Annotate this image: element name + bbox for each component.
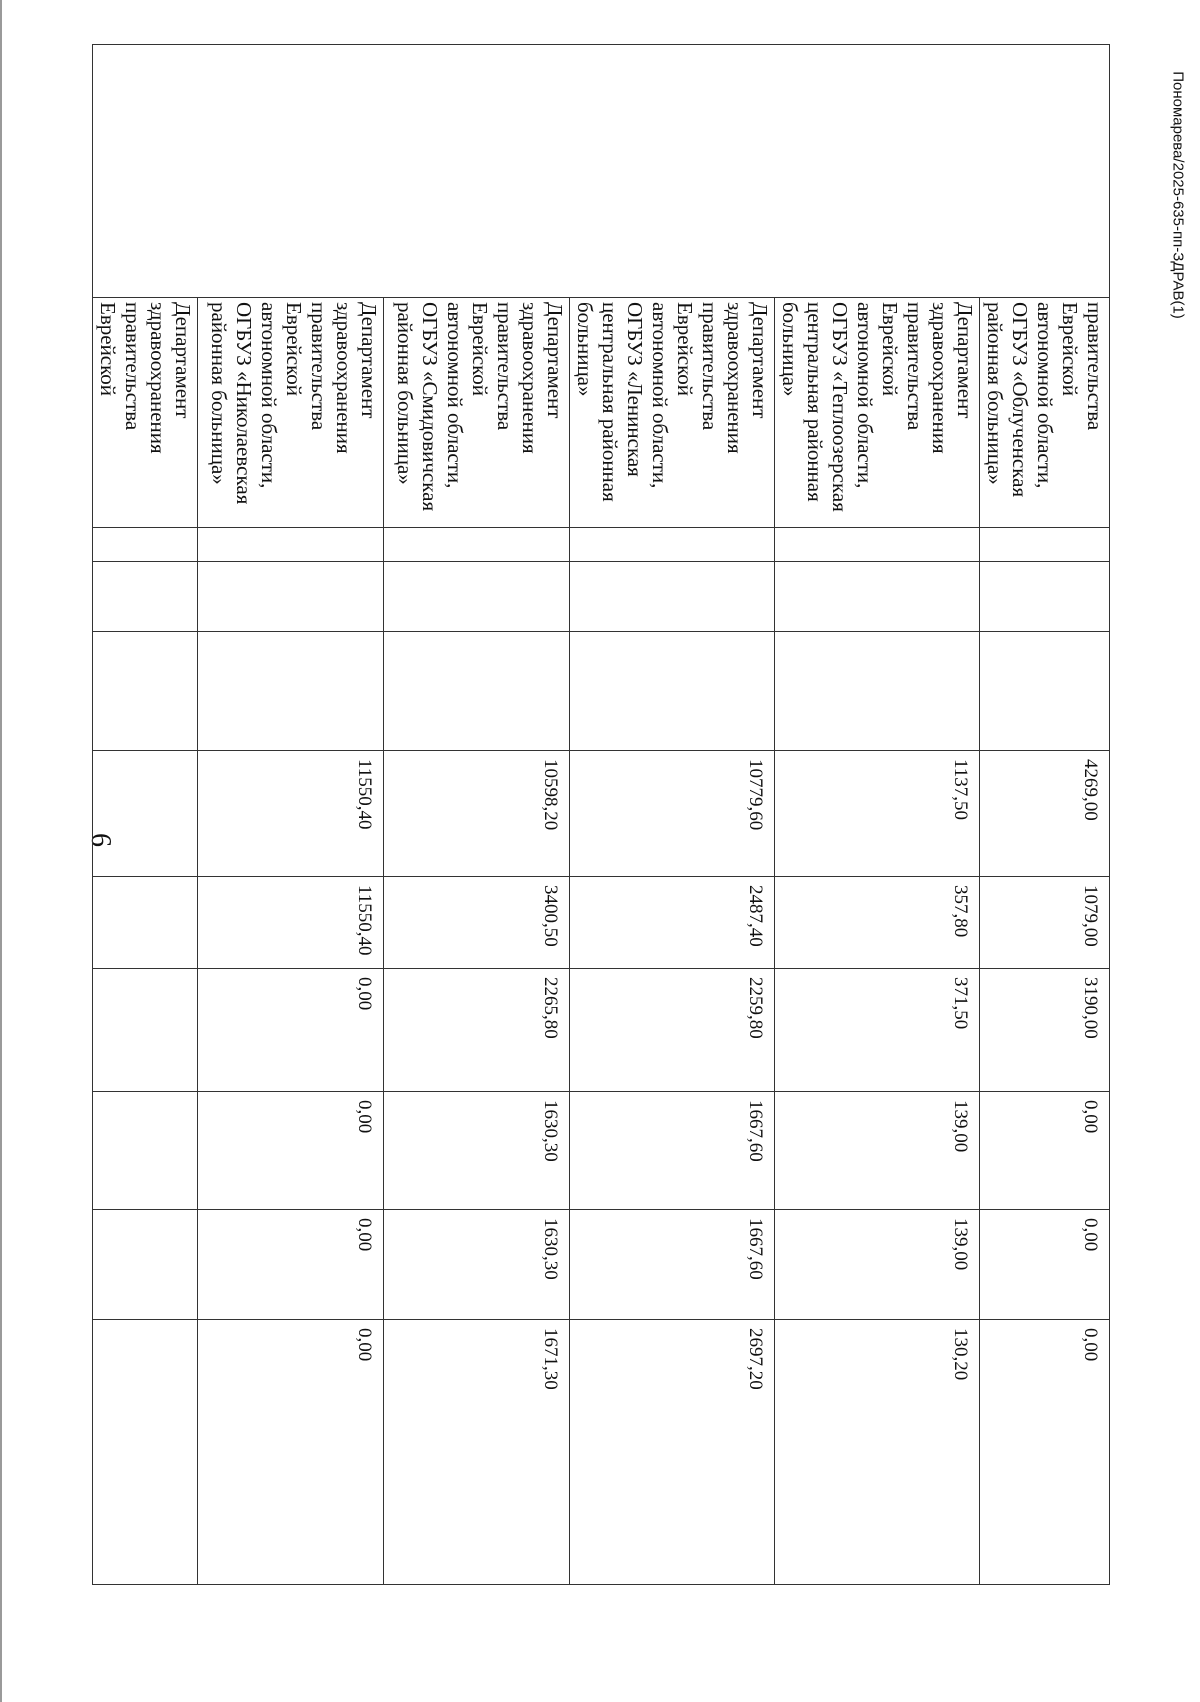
empty-cell bbox=[384, 562, 570, 632]
empty-cell bbox=[775, 562, 980, 632]
empty-cell bbox=[384, 632, 570, 751]
empty-cell bbox=[198, 528, 384, 562]
value-cell: 2265,80 bbox=[384, 969, 570, 1092]
executor-cell: правительства Еврейской автономной области, ОГБУЗ «Облученская районная больница» bbox=[980, 298, 1110, 528]
value-cell: 357,80 bbox=[775, 877, 980, 969]
value-cell: 2259,80 bbox=[570, 969, 775, 1092]
program-cell bbox=[93, 45, 1110, 298]
value-cell: 0,00 bbox=[980, 1320, 1110, 1585]
empty-cell bbox=[775, 528, 980, 562]
value-cell: 0,00 bbox=[198, 1320, 384, 1585]
value-cell: 139,00 bbox=[775, 1092, 980, 1210]
page-edge bbox=[0, 0, 2, 1702]
executor-cell: Департамент здравоохранения правительства Еврейской автономной области, ОГБУЗ «Теплоозерская центральная районная больница» bbox=[775, 298, 980, 528]
value-cell: 10779,60 bbox=[570, 751, 775, 877]
empty-cell bbox=[980, 632, 1110, 751]
document-code: Пономарева/2025-635-пп-ЗДРАВ(1) bbox=[1169, 71, 1187, 319]
page-number: 6 bbox=[85, 833, 116, 847]
value-cell: 0,00 bbox=[980, 1092, 1110, 1210]
value-cell bbox=[93, 1320, 198, 1585]
value-cell: 11550,40 bbox=[198, 877, 384, 969]
empty-cell bbox=[570, 632, 775, 751]
value-cell: 0,00 bbox=[980, 1210, 1110, 1320]
value-cell: 10598,20 bbox=[384, 751, 570, 877]
executor-cell: Департамент здравоохранения правительства Еврейской bbox=[93, 298, 198, 528]
value-cell: 1667,60 bbox=[570, 1092, 775, 1210]
table-row bbox=[980, 45, 1110, 1585]
executor-cell: Департамент здравоохранения правительства Еврейской автономной области, ОГБУЗ «Николаевская районная больница» bbox=[198, 298, 384, 528]
executor-cell: Департамент здравоохранения правительства Еврейской автономной области, ОГБУЗ «Смидовичская районная больница» bbox=[384, 298, 570, 528]
empty-cell bbox=[775, 632, 980, 751]
value-cell: 4269,00 bbox=[980, 751, 1110, 877]
empty-cell bbox=[980, 562, 1110, 632]
value-cell: 11550,40 bbox=[198, 751, 384, 877]
budget-table-rotated bbox=[96, 44, 1110, 1584]
value-cell: 2487,40 bbox=[570, 877, 775, 969]
value-cell: 1630,30 bbox=[384, 1210, 570, 1320]
value-cell bbox=[93, 969, 198, 1092]
empty-cell bbox=[570, 528, 775, 562]
value-cell: 1079,00 bbox=[980, 877, 1110, 969]
empty-cell bbox=[93, 528, 198, 562]
value-cell: 130,20 bbox=[775, 1320, 980, 1585]
value-cell: 0,00 bbox=[198, 969, 384, 1092]
value-cell: 1630,30 bbox=[384, 1092, 570, 1210]
value-cell bbox=[93, 1092, 198, 1210]
value-cell: 0,00 bbox=[198, 1210, 384, 1320]
value-cell: 3190,00 bbox=[980, 969, 1110, 1092]
executor-cell: Департамент здравоохранения правительства Еврейской автономной области, ОГБУЗ «Ленинская центральная районная больница» bbox=[570, 298, 775, 528]
empty-cell bbox=[198, 632, 384, 751]
empty-cell bbox=[198, 562, 384, 632]
value-cell: 139,00 bbox=[775, 1210, 980, 1320]
value-cell: 0,00 bbox=[198, 1092, 384, 1210]
empty-cell bbox=[93, 562, 198, 632]
value-cell: 371,50 bbox=[775, 969, 980, 1092]
value-cell bbox=[93, 877, 198, 969]
empty-cell bbox=[980, 528, 1110, 562]
value-cell: 1671,30 bbox=[384, 1320, 570, 1585]
empty-cell bbox=[570, 562, 775, 632]
value-cell bbox=[93, 751, 198, 877]
budget-table bbox=[92, 44, 1110, 1585]
value-cell: 3400,50 bbox=[384, 877, 570, 969]
value-cell: 1667,60 bbox=[570, 1210, 775, 1320]
value-cell: 2697,20 bbox=[570, 1320, 775, 1585]
value-cell: 1137,50 bbox=[775, 751, 980, 877]
empty-cell bbox=[384, 528, 570, 562]
value-cell bbox=[93, 1210, 198, 1320]
empty-cell bbox=[93, 632, 198, 751]
